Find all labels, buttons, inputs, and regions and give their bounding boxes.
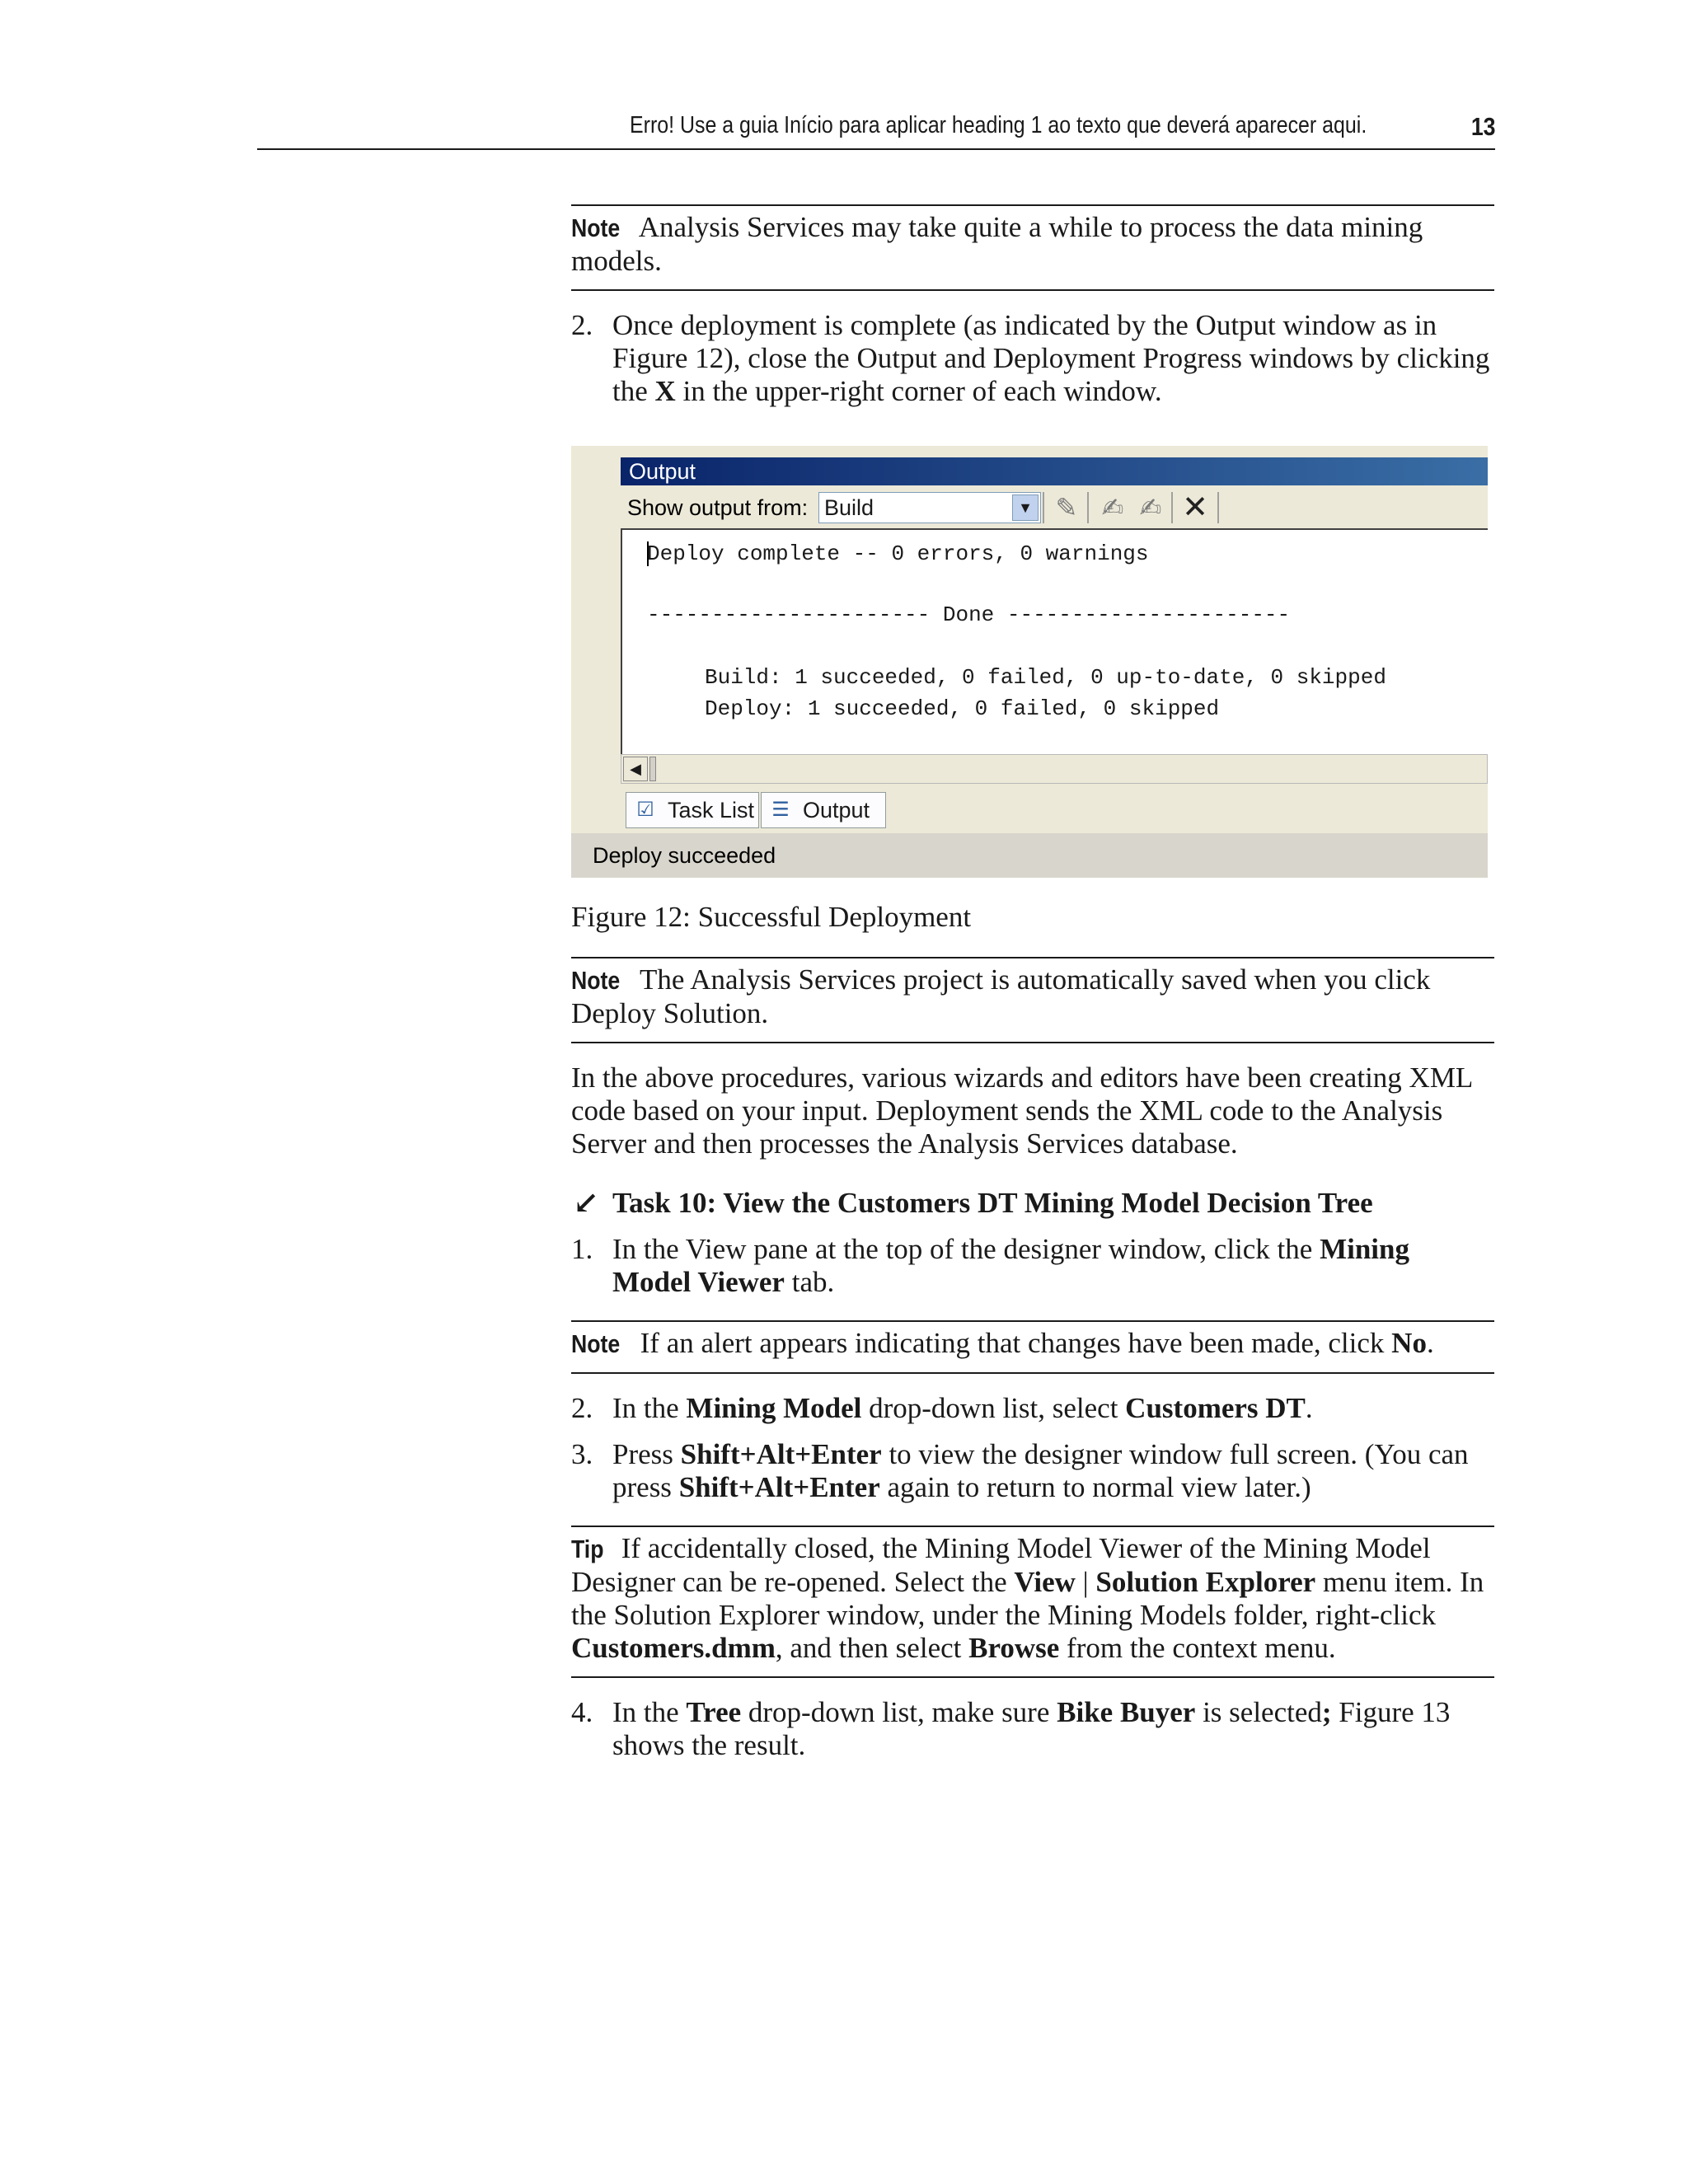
- tip-box: [571, 1526, 1494, 1678]
- output-line: ---------------------- Done ----------------------: [647, 602, 1291, 627]
- output-window-title: Output: [621, 457, 1488, 485]
- tab-output[interactable]: [761, 792, 886, 828]
- step-number: 2.: [571, 1392, 593, 1424]
- step-bold: Shift+Alt+Enter: [678, 1471, 880, 1503]
- output-line: Deploy complete -- 0 errors, 0 warnings: [647, 541, 1149, 566]
- note-text: The Analysis Services project is automatically saved when you click Deploy Solution.: [571, 963, 1431, 1029]
- toolbar-separator: [1087, 492, 1089, 523]
- clear-all-icon[interactable]: ✕: [1182, 490, 1208, 525]
- step-text: to view the designer window full screen. (You can press: [612, 1438, 1469, 1503]
- step-bold: Customers DT: [1125, 1392, 1306, 1424]
- step-text: in the upper-right corner of each window.: [675, 375, 1162, 407]
- find-next-icon[interactable]: ✍: [1139, 493, 1162, 523]
- output-icon: ☰: [771, 799, 790, 821]
- chevron-down-icon[interactable]: ▼: [1012, 494, 1039, 521]
- horizontal-scrollbar[interactable]: [621, 754, 1488, 784]
- task-arrow-icon: ↙: [573, 1186, 599, 1221]
- tip-text: menu item. In the Solution Explorer window, under the Mining Models folder, right-click: [571, 1566, 1484, 1631]
- task-heading-text: Task 10: View the Customers DT Mining Model Decision Tree: [612, 1187, 1373, 1219]
- tip-bold: Browse: [968, 1632, 1060, 1664]
- output-window-figure: [571, 446, 1488, 878]
- tab-label: Output: [803, 798, 870, 823]
- step-text: is selected: [1195, 1696, 1322, 1728]
- step-text: tab.: [784, 1266, 835, 1298]
- step-bold: Shift+Alt+Enter: [680, 1438, 882, 1470]
- step-bold: Bike Buyer: [1057, 1696, 1196, 1728]
- tip-text: If accidentally closed, the Mining Model Viewer of the Mining Model Designer can be re-opened. Select the: [571, 1532, 1431, 1598]
- tip-text: , and then select: [775, 1632, 969, 1664]
- note-bold: No: [1391, 1327, 1427, 1359]
- toolbar-separator: [1217, 492, 1219, 523]
- step-bold: Mining Model Viewer: [612, 1233, 1409, 1298]
- note-text: Analysis Services may take quite a while to process the data mining models.: [571, 211, 1423, 277]
- scroll-left-icon[interactable]: ◀: [623, 757, 648, 781]
- step-text: In the View pane at the top of the designer window, click the: [612, 1233, 1320, 1265]
- step-2-mining-model: [571, 1392, 1494, 1425]
- step-text: Press: [612, 1438, 681, 1470]
- step-3: [571, 1438, 1494, 1504]
- status-bar: [571, 833, 1488, 878]
- note-text: If an alert appears indicating that changes have been made, click: [640, 1327, 1392, 1359]
- toolbar-separator: [1171, 492, 1173, 523]
- step-text: drop-down list, make sure: [741, 1696, 1057, 1728]
- step-number: 1.: [571, 1233, 593, 1265]
- tip-text: |: [1075, 1566, 1096, 1598]
- step-text: again to return to normal view later.): [879, 1471, 1311, 1503]
- page-header: [257, 109, 1495, 150]
- step-4: [571, 1696, 1494, 1762]
- note-box: [571, 957, 1494, 1043]
- step-2-deployment: [571, 309, 1494, 408]
- output-text-area[interactable]: [621, 528, 1488, 756]
- step-bold: ;: [1321, 1696, 1332, 1728]
- show-output-label: Show output from:: [627, 495, 809, 520]
- step-bold: Mining Model: [686, 1392, 862, 1424]
- tab-label: Task List: [668, 798, 755, 823]
- note-label: Note: [571, 966, 621, 995]
- tip-bold: Customers.dmm: [571, 1632, 776, 1664]
- output-line: Deploy: 1 succeeded, 0 failed, 0 skipped: [705, 696, 1220, 721]
- step-bold: X: [654, 375, 676, 407]
- step-text: drop-down list, select: [861, 1392, 1126, 1424]
- step-text: .: [1305, 1392, 1313, 1424]
- step-text: Figure 13 shows the result.: [612, 1696, 1451, 1761]
- note-label: Note: [571, 213, 621, 242]
- tab-task-list[interactable]: [626, 792, 759, 828]
- find-previous-icon[interactable]: ✍: [1101, 493, 1124, 523]
- step-number: 3.: [571, 1438, 593, 1470]
- step-text: In the: [612, 1392, 687, 1424]
- header-title: Erro! Use a guia Início para aplicar heading 1 ao texto que deverá aparecer aqui.: [630, 112, 1367, 138]
- page-content: [571, 204, 1494, 1762]
- output-toolbar: [621, 487, 1488, 527]
- step-1: [571, 1233, 1494, 1299]
- page-number: 13: [1470, 112, 1495, 141]
- body-paragraph: In the above procedures, various wizards and editors have been creating XML code based on your input. Deployment sends the XML code to the Analysis Server and then processes the Analysis Services database.: [571, 1062, 1473, 1160]
- step-bold: Tree: [686, 1696, 742, 1728]
- status-text: Deploy succeeded: [593, 843, 776, 868]
- note-text: .: [1426, 1327, 1434, 1359]
- tip-bold: View: [1014, 1566, 1076, 1598]
- task-list-icon: ☑: [636, 799, 654, 821]
- note-label: Note: [571, 1329, 621, 1358]
- tip-label: Tip: [571, 1535, 604, 1563]
- note-box: [571, 1320, 1494, 1374]
- tip-text: from the context menu.: [1059, 1632, 1336, 1664]
- go-to-line-icon[interactable]: ✎: [1055, 493, 1078, 523]
- step-text: In the: [612, 1696, 687, 1728]
- task-heading: [571, 1187, 1494, 1220]
- step-number: 4.: [571, 1696, 593, 1728]
- note-box: [571, 204, 1494, 291]
- show-output-select[interactable]: [818, 492, 1041, 523]
- toolbar-separator: [1043, 492, 1044, 523]
- scroll-thumb[interactable]: [649, 757, 656, 781]
- step-text: Once deployment is complete (as indicated by the Output window as in Figure 12), close the Output and Deployment Progress windows by clicking the: [612, 309, 1490, 407]
- figure-caption: Figure 12: Successful Deployment: [571, 901, 972, 933]
- show-output-value: Build: [824, 495, 874, 520]
- step-number: 2.: [571, 309, 593, 341]
- tip-bold: Solution Explorer: [1095, 1566, 1316, 1598]
- output-line: Build: 1 succeeded, 0 failed, 0 up-to-date, 0 skipped: [705, 665, 1386, 690]
